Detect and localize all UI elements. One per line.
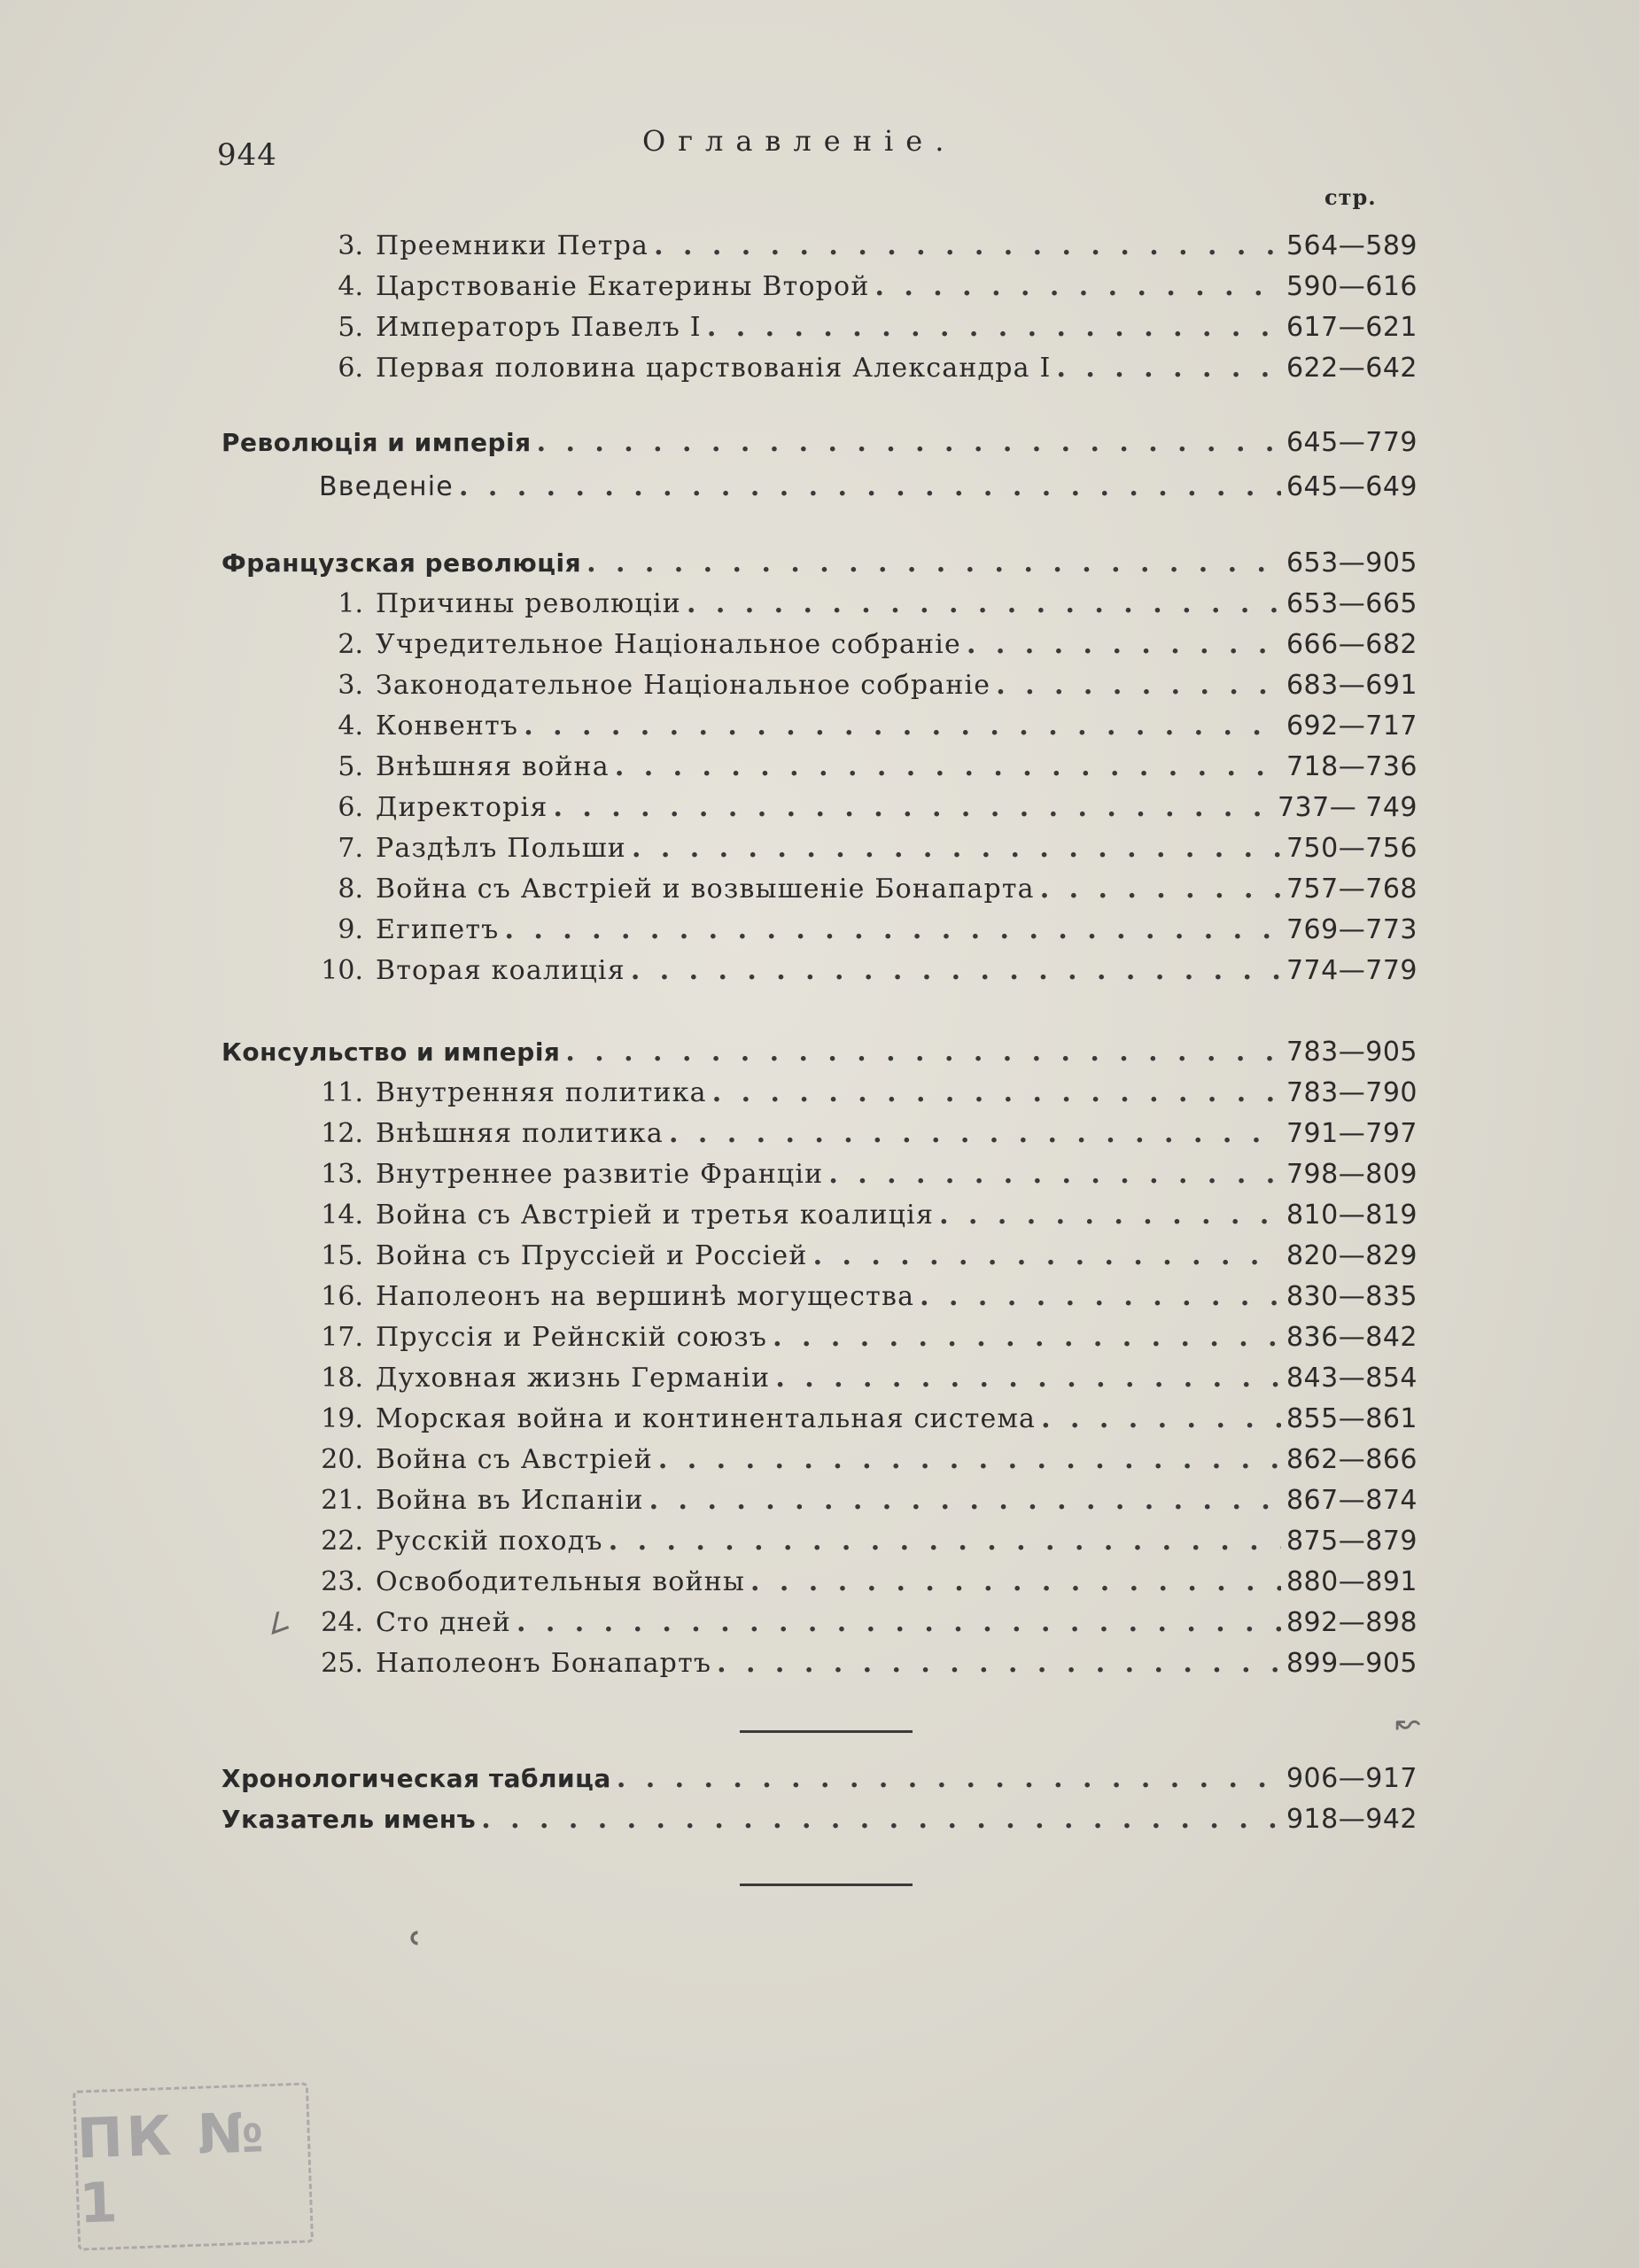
toc-entry bbox=[301, 1240, 1418, 1281]
toc-entry-title: Раздѣлъ Польши bbox=[376, 833, 626, 864]
toc-entry-pages: 830—835 bbox=[1286, 1281, 1418, 1312]
toc-entry-number: 6. bbox=[338, 792, 363, 823]
dot-leader bbox=[654, 230, 1281, 261]
toc-entry-title: Законодательное Національное собраніе bbox=[376, 670, 991, 701]
toc-entry-number: 17. bbox=[321, 1322, 363, 1353]
toc-entry-title: Война съ Австріей bbox=[376, 1444, 653, 1475]
toc-entry-title: Директорія bbox=[376, 792, 548, 823]
dot-leader bbox=[707, 312, 1281, 343]
dot-leader bbox=[617, 1763, 1281, 1794]
toc-entry-pages: 892—898 bbox=[1286, 1607, 1418, 1638]
toc-entry-number: 8. bbox=[338, 874, 363, 905]
dot-leader bbox=[1057, 353, 1281, 384]
toc-entry bbox=[301, 1200, 1418, 1240]
toc-entry-number: 10. bbox=[321, 955, 363, 986]
dot-leader bbox=[537, 427, 1281, 458]
toc-entry-title: Война въ Испаніи bbox=[376, 1485, 644, 1516]
toc-entry-pages: 750—756 bbox=[1286, 833, 1418, 864]
toc-entry bbox=[301, 711, 1418, 751]
dot-leader bbox=[586, 548, 1281, 579]
toc-entry-pages: 918—942 bbox=[1286, 1804, 1418, 1835]
toc-entry-pages: 810—819 bbox=[1286, 1200, 1418, 1231]
toc-entry-number: 3. bbox=[338, 230, 363, 261]
toc-entry-pages: 855—861 bbox=[1286, 1403, 1418, 1434]
dot-leader bbox=[875, 271, 1281, 302]
toc-entry bbox=[301, 751, 1418, 792]
toc-entry-pages: 791—797 bbox=[1286, 1118, 1418, 1149]
toc-section-heading bbox=[221, 1763, 1418, 1804]
dot-leader bbox=[813, 1240, 1281, 1271]
toc-entry bbox=[301, 1363, 1418, 1403]
pencil-mark-icon: ∠ bbox=[260, 1604, 295, 1643]
toc-entry bbox=[301, 1281, 1418, 1322]
toc-entry-title: Внѣшняя политика bbox=[376, 1118, 664, 1149]
toc-entry-pages: 757—768 bbox=[1286, 874, 1418, 905]
dot-leader bbox=[504, 914, 1281, 945]
toc-entry-number: 21. bbox=[321, 1485, 363, 1516]
toc-entry-title: Введеніе bbox=[319, 471, 454, 502]
dot-leader bbox=[828, 1159, 1281, 1190]
toc-entry-title: Учредительное Національное собраніе bbox=[376, 629, 961, 660]
toc-entry-pages: 683—691 bbox=[1286, 670, 1418, 701]
running-head: Оглавленіе. bbox=[642, 124, 957, 158]
toc-entry-number: 7. bbox=[338, 833, 363, 864]
dot-leader bbox=[615, 751, 1281, 782]
toc-entry-title: Царствованіе Екатерины Второй bbox=[376, 271, 870, 302]
toc-entry-pages: 774—779 bbox=[1286, 955, 1418, 986]
toc-entry-title: Внутреннее развитіе Франціи bbox=[376, 1159, 824, 1190]
dot-leader bbox=[459, 471, 1281, 502]
library-stamp: ПК № 1 bbox=[73, 2082, 314, 2250]
toc-entry-title: Война съ Пруссіей и Россіей bbox=[376, 1240, 808, 1271]
toc-entry-pages: 645—649 bbox=[1286, 471, 1418, 502]
dot-leader bbox=[517, 1607, 1281, 1638]
toc-entry-pages: 590—616 bbox=[1286, 271, 1418, 302]
toc-entry-number: 3. bbox=[338, 670, 363, 701]
toc-entry-title: Указатель именъ bbox=[221, 1805, 477, 1834]
toc-entry-pages: 875—879 bbox=[1286, 1526, 1418, 1557]
toc-entry-title: Внѣшняя война bbox=[376, 751, 610, 782]
toc-entry-pages: 783—905 bbox=[1286, 1037, 1418, 1068]
toc-entry-number: 4. bbox=[338, 271, 363, 302]
toc-entry-title: Сто дней bbox=[376, 1607, 511, 1638]
toc-entry bbox=[301, 914, 1418, 955]
toc-entry bbox=[301, 353, 1418, 393]
dot-leader bbox=[481, 1804, 1281, 1835]
pencil-mark-icon: ↜ bbox=[1395, 1705, 1421, 1741]
toc-entry-pages: 617—621 bbox=[1286, 312, 1418, 343]
toc-section-heading bbox=[221, 548, 1418, 588]
toc-entry-title: Освободительныя войны bbox=[376, 1566, 746, 1597]
toc-entry bbox=[301, 1444, 1418, 1485]
dot-leader bbox=[565, 1037, 1281, 1068]
toc-entry-pages: 692—717 bbox=[1286, 711, 1418, 742]
toc-entry-pages: 666—682 bbox=[1286, 629, 1418, 660]
toc-entry-pages: 718—736 bbox=[1286, 751, 1418, 782]
toc-entry bbox=[301, 874, 1418, 914]
toc-entry bbox=[301, 271, 1418, 312]
toc-entry-number: 13. bbox=[321, 1159, 363, 1190]
toc-entry bbox=[301, 955, 1418, 996]
toc-entry bbox=[301, 1485, 1418, 1526]
toc-entry-title: Первая половина царствованія Александра I bbox=[376, 353, 1052, 384]
toc-entry-number: 2. bbox=[338, 629, 363, 660]
toc-entry-number: 18. bbox=[321, 1363, 363, 1394]
toc-entry-number: 22. bbox=[321, 1526, 363, 1557]
toc-entry bbox=[319, 471, 1418, 512]
toc-entry-title: Преемники Петра bbox=[376, 230, 649, 261]
toc-entry-title: Наполеонъ на вершинѣ могущества bbox=[376, 1281, 915, 1312]
page-number: 944 bbox=[217, 137, 277, 173]
dot-leader bbox=[609, 1526, 1281, 1557]
toc-entry bbox=[301, 1322, 1418, 1363]
dot-leader bbox=[632, 833, 1281, 864]
toc-entry-pages: 899—905 bbox=[1286, 1648, 1418, 1679]
toc-entry-number: 20. bbox=[321, 1444, 363, 1475]
toc-entry-title: Внутренняя политика bbox=[376, 1077, 707, 1108]
toc-section-heading bbox=[221, 427, 1418, 468]
toc-entry-number: 9. bbox=[338, 914, 363, 945]
toc-entry-pages: 798—809 bbox=[1286, 1159, 1418, 1190]
toc-entry-title: Императоръ Павелъ I bbox=[376, 312, 702, 343]
toc-entry-pages: 862—866 bbox=[1286, 1444, 1418, 1475]
toc-entry-pages: 564—589 bbox=[1286, 230, 1418, 261]
toc-entry-pages: 737— 749 bbox=[1277, 792, 1418, 823]
toc-entry-pages: 820—829 bbox=[1286, 1240, 1418, 1271]
toc-entry bbox=[301, 1118, 1418, 1159]
toc-entry-number: 23. bbox=[321, 1566, 363, 1597]
toc-entry-pages: 836—842 bbox=[1286, 1322, 1418, 1353]
toc-entry bbox=[301, 1526, 1418, 1566]
toc-entry-title: Война съ Австріей и третья коалиція bbox=[376, 1200, 935, 1231]
dot-leader bbox=[717, 1648, 1281, 1679]
dot-leader bbox=[524, 711, 1281, 742]
toc-entry-pages: 880—891 bbox=[1286, 1566, 1418, 1597]
dot-leader bbox=[967, 629, 1281, 660]
toc-entry-title: Пруссія и Рейнскій союзъ bbox=[376, 1322, 768, 1353]
toc-entry bbox=[301, 1159, 1418, 1200]
toc-entry-number: 5. bbox=[338, 312, 363, 343]
toc-entry-title: Причины революціи bbox=[376, 588, 681, 619]
toc-entry bbox=[301, 588, 1418, 629]
toc-entry-pages: 769—773 bbox=[1286, 914, 1418, 945]
divider-rule bbox=[740, 1884, 913, 1886]
toc-entry bbox=[301, 833, 1418, 874]
toc-entry-title: Хронологическая таблица bbox=[221, 1764, 611, 1793]
dot-leader bbox=[939, 1200, 1281, 1231]
toc-entry-title: Война съ Австріей и возвышеніе Бонапарта bbox=[376, 874, 1035, 905]
toc-entry-title: Французская революція bbox=[221, 548, 582, 578]
toc-entry-pages: 906—917 bbox=[1286, 1763, 1418, 1794]
toc-entry-number: 14. bbox=[321, 1200, 363, 1231]
dot-leader bbox=[1040, 874, 1281, 905]
toc-entry-number: 1. bbox=[338, 588, 363, 619]
toc-entry-number: 12. bbox=[321, 1118, 363, 1149]
pages-column-label: стр. bbox=[1324, 184, 1377, 210]
dot-leader bbox=[750, 1566, 1281, 1597]
toc-entry bbox=[301, 1607, 1418, 1648]
dot-leader bbox=[996, 670, 1281, 701]
dot-leader bbox=[773, 1322, 1281, 1353]
toc-entry-number: 25. bbox=[321, 1648, 363, 1679]
dot-leader bbox=[687, 588, 1281, 619]
toc-entry-number: 6. bbox=[338, 353, 363, 384]
toc-entry bbox=[301, 1566, 1418, 1607]
toc-entry-title: Египетъ bbox=[376, 914, 500, 945]
toc-entry-number: 15. bbox=[321, 1240, 363, 1271]
dot-leader bbox=[712, 1077, 1281, 1108]
toc-entry bbox=[301, 670, 1418, 711]
dot-leader bbox=[775, 1363, 1281, 1394]
dot-leader bbox=[631, 955, 1281, 986]
toc-entry-pages: 622—642 bbox=[1286, 353, 1418, 384]
toc-entry-title: Наполеонъ Бонапартъ bbox=[376, 1648, 712, 1679]
toc-entry-number: 11. bbox=[321, 1077, 363, 1108]
toc-entry-pages: 867—874 bbox=[1286, 1485, 1418, 1516]
divider-rule bbox=[740, 1730, 913, 1733]
pencil-mark-icon: ʿ bbox=[408, 1922, 424, 1984]
toc-entry-pages: 843—854 bbox=[1286, 1363, 1418, 1394]
toc-entry-pages: 783—790 bbox=[1286, 1077, 1418, 1108]
dot-leader bbox=[553, 792, 1271, 823]
dot-leader bbox=[920, 1281, 1281, 1312]
toc-entry-number: 19. bbox=[321, 1403, 363, 1434]
toc-section-heading bbox=[221, 1037, 1418, 1077]
dot-leader bbox=[669, 1118, 1281, 1149]
toc-entry-pages: 653—905 bbox=[1286, 548, 1418, 579]
toc-entry-title: Русскій походъ bbox=[376, 1526, 603, 1557]
toc-entry bbox=[301, 1403, 1418, 1444]
toc-entry bbox=[301, 312, 1418, 353]
toc-entry-number: 24. bbox=[321, 1607, 363, 1638]
toc-entry-pages: 645—779 bbox=[1286, 427, 1418, 458]
toc-entry bbox=[301, 629, 1418, 670]
toc-entry bbox=[301, 1648, 1418, 1689]
toc-entry-title: Революція и имперія bbox=[221, 428, 532, 457]
toc-entry-title: Консульство и имперія bbox=[221, 1037, 561, 1067]
dot-leader bbox=[1041, 1403, 1281, 1434]
toc-entry bbox=[301, 792, 1418, 833]
toc-entry-pages: 653—665 bbox=[1286, 588, 1418, 619]
dot-leader bbox=[658, 1444, 1281, 1475]
toc-entry-title: Вторая коалиція bbox=[376, 955, 625, 986]
toc-section-heading bbox=[221, 1804, 1418, 1845]
toc-entry-number: 4. bbox=[338, 711, 363, 742]
toc-entry-number: 16. bbox=[321, 1281, 363, 1312]
dot-leader bbox=[649, 1485, 1281, 1516]
toc-entry-title: Морская война и континентальная система bbox=[376, 1403, 1037, 1434]
toc-entry-number: 5. bbox=[338, 751, 363, 782]
toc-entry-title: Духовная жизнь Германіи bbox=[376, 1363, 771, 1394]
toc-entry bbox=[301, 1077, 1418, 1118]
toc-entry bbox=[301, 230, 1418, 271]
toc-entry-title: Конвентъ bbox=[376, 711, 519, 742]
